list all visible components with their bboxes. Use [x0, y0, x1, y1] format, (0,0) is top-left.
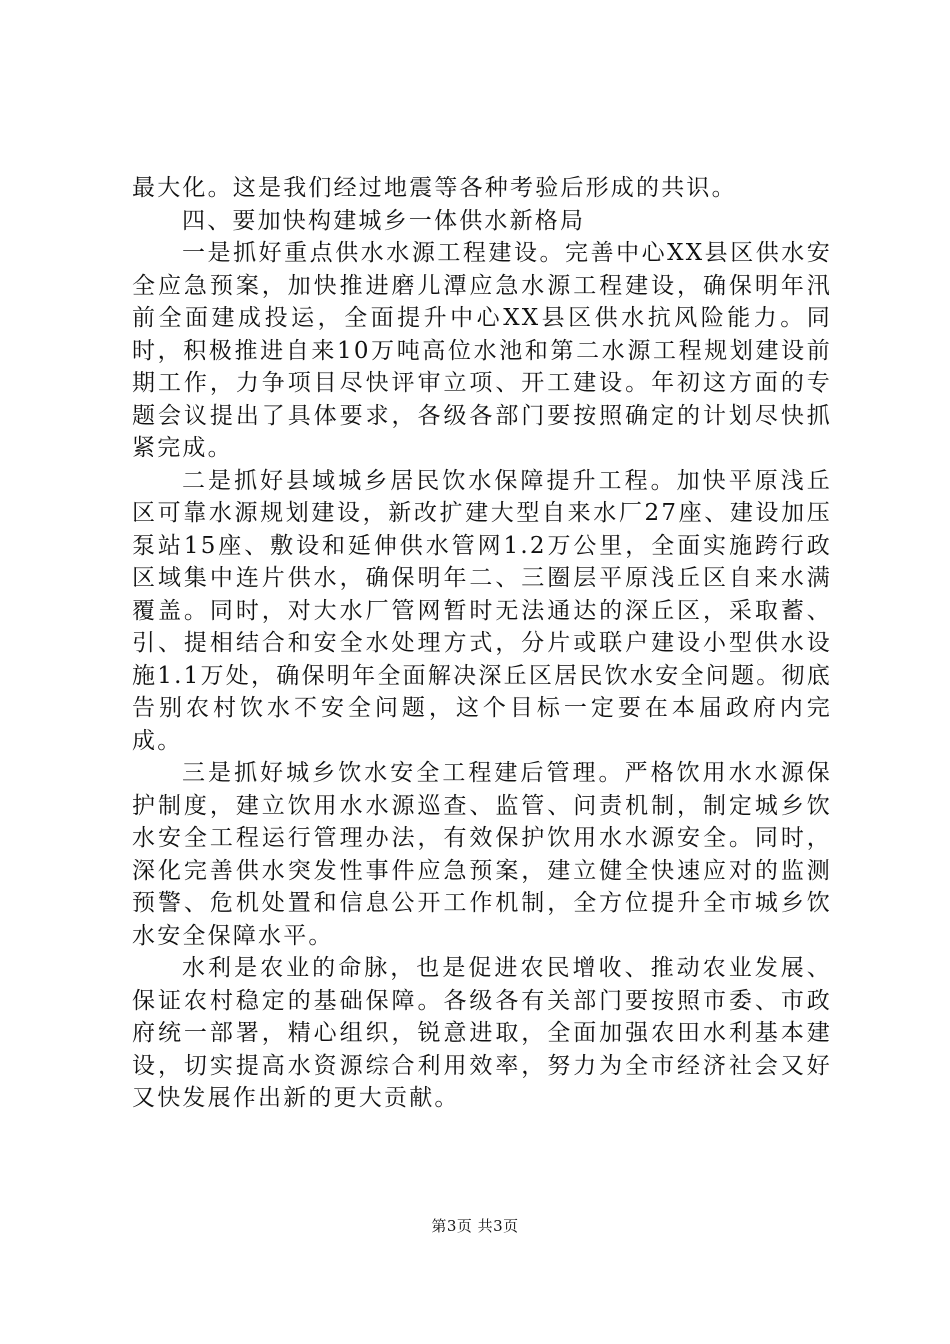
document-body: [132, 172, 832, 1115]
page-footer: [0, 1215, 950, 1236]
paragraph-conclusion: 水利是农业的命脉，也是促进农民增收、推动农业发展、保证农村稳定的基础保障。各级各有关部门要按照市委、市政府统一部署，精心组织，锐意进取，全面加强农田水利基本建设，切实提高水资源综合利用效率，努力为全市经济社会又好又快发展作出新的更大贡献。: [132, 955, 832, 1111]
paragraph-water-source: 一是抓好重点供水水源工程建设。完善中心XX县区供水安全应急预案，加快推进磨儿潭应急水源工程建设，确保明年汛前全面建成投运，全面提升中心XX县区供水抗风险能力。同时，积极推进自来10万吨高位水池和第二水源工程规划建设前期工作，力争项目尽快评审立项、开工建设。年初这方面的专题会议提出了具体要求，各级各部门要按照确定的计划尽快抓紧完成。: [132, 240, 832, 461]
paragraph-post-construction-management: 三是抓好城乡饮水安全工程建后管理。严格饮用水水源保护制度，建立饮用水水源巡查、监管、问责机制，制定城乡饮水安全工程运行管理办法，有效保护饮用水水源安全。同时，深化完善供水突发性事件应急预案，建立健全快速应对的监测预警、危机处置和信息公开工作机制，全方位提升全市城乡饮水安全保障水平。: [132, 760, 832, 949]
paragraph-drinking-water-project: 二是抓好县域城乡居民饮水保障提升工程。加快平原浅丘区可靠水源规划建设，新改扩建大型自来水厂27座、建设加压泵站15座、敷设和延伸供水管网1.2万公里，全面实施跨行政区域集中连片供水，确保明年二、三圈层平原浅丘区自来水满覆盖。同时，对大水厂管网暂时无法通达的深丘区，采取蓄、引、提相结合和安全水处理方式，分片或联户建设小型供水设施1.1万处，确保明年全面解决深丘区居民饮水安全问题。彻底告别农村饮水不安全问题，这个目标一定要在本届政府内完成。: [132, 467, 832, 754]
section-heading: 四、要加快构建城乡一体供水新格局: [182, 207, 586, 234]
paragraph-continuation: 最大化。这是我们经过地震等各种考验后形成的共识。: [132, 175, 737, 201]
page-number: 第3页 共3页: [431, 1217, 519, 1235]
